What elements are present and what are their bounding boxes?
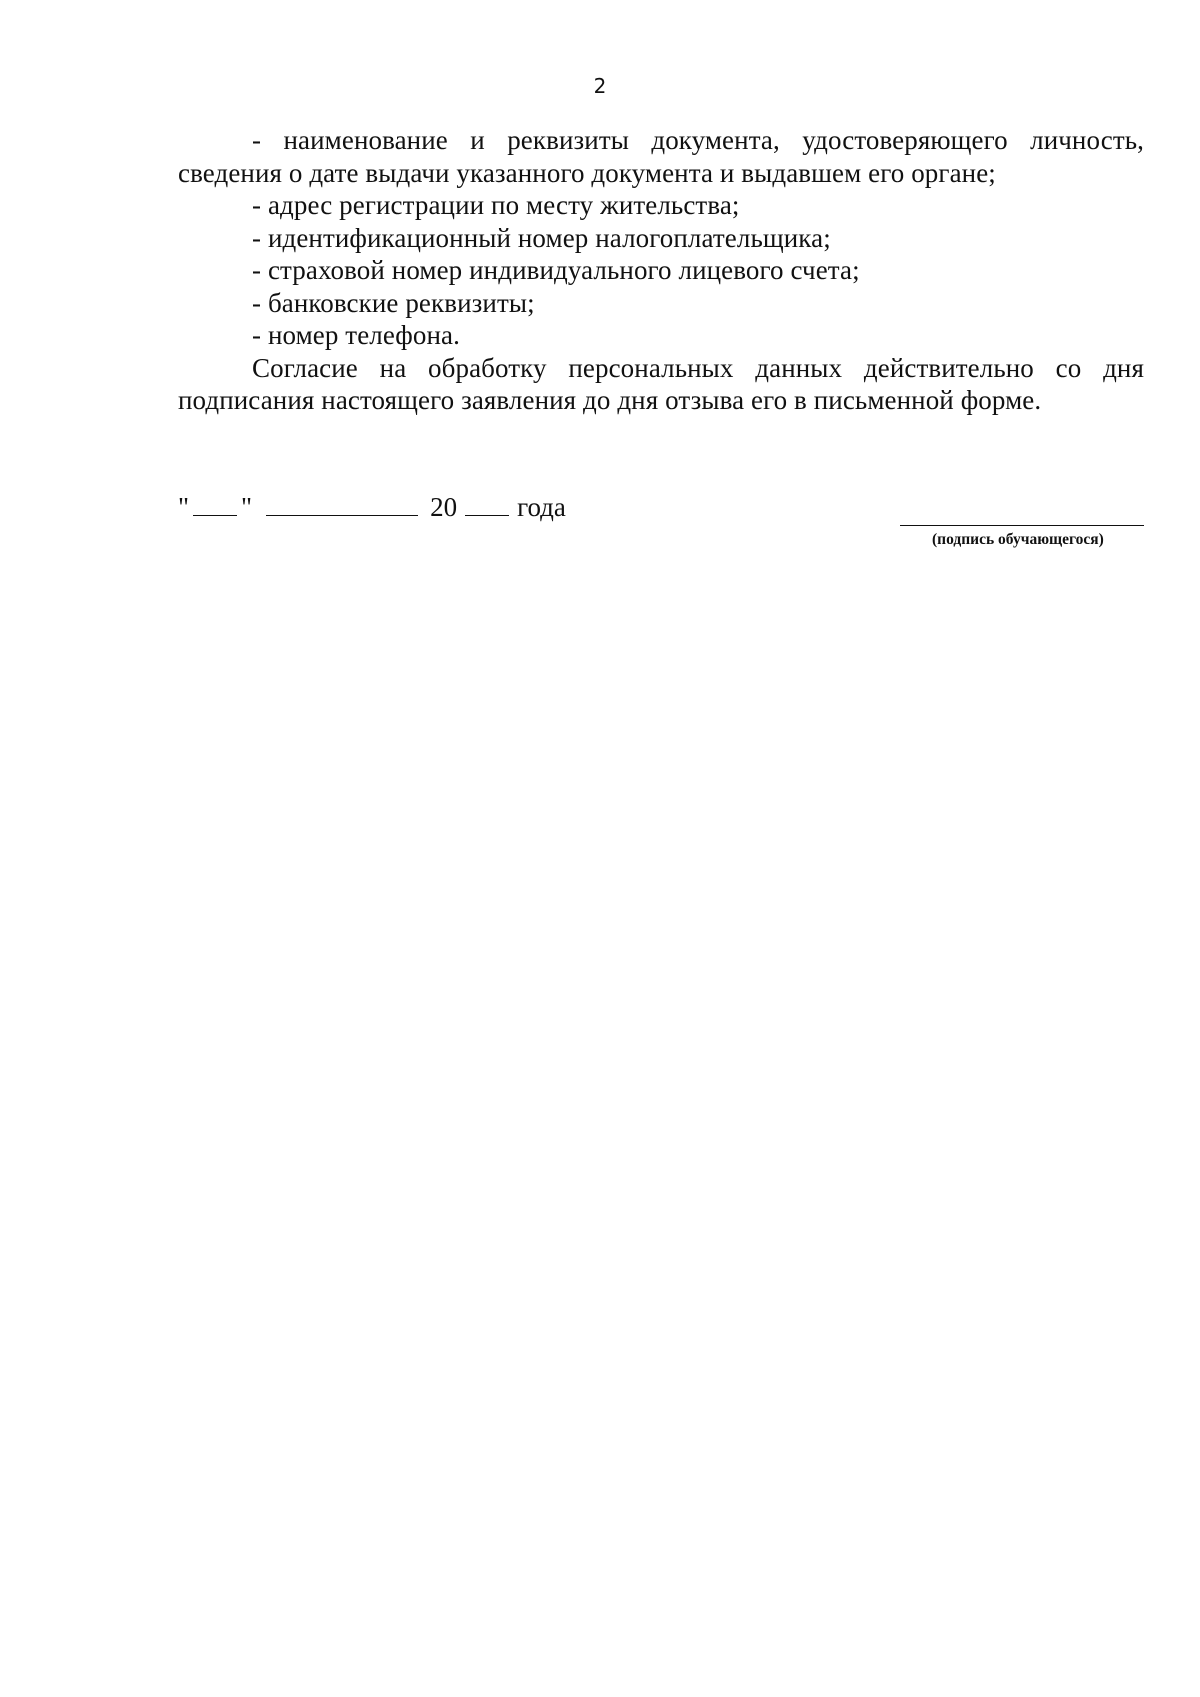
signature-line[interactable] bbox=[900, 525, 1144, 526]
day-blank-field[interactable] bbox=[193, 493, 237, 516]
list-item-identity-document: - наименование и реквизиты документа, удостоверяющего личность, сведения о дате выдачи указанного документа и выдавшем его органе; bbox=[178, 125, 1144, 188]
date-line bbox=[178, 491, 566, 523]
list-item-insurance-number: - страховой номер индивидуального лицевого счета; bbox=[252, 255, 860, 285]
list-item-bank-details: - банковские реквизиты; bbox=[252, 287, 535, 318]
date-close-quote: " bbox=[241, 492, 253, 522]
month-blank-field[interactable] bbox=[266, 493, 418, 516]
list-item-tax-number: - идентификационный номер налогоплательщика; bbox=[252, 222, 831, 253]
year-word: года bbox=[517, 492, 566, 522]
century-text: 20 bbox=[430, 492, 458, 522]
list-item-registration-address: - адрес регистрации по месту жительства; bbox=[252, 190, 740, 220]
document-body bbox=[178, 124, 1144, 417]
page-number: 2 bbox=[593, 74, 607, 98]
list-item-phone-number: - номер телефона. bbox=[252, 320, 460, 350]
date-open-quote: " bbox=[178, 492, 190, 522]
year-blank-field[interactable] bbox=[465, 493, 509, 516]
signature-caption: (подпись обучающегося) bbox=[932, 531, 1104, 548]
consent-validity-paragraph: Согласие на обработку персональных данных действительно со дня подписания настоящего заявления до дня отзыва его в письменной форме. bbox=[178, 352, 1144, 415]
